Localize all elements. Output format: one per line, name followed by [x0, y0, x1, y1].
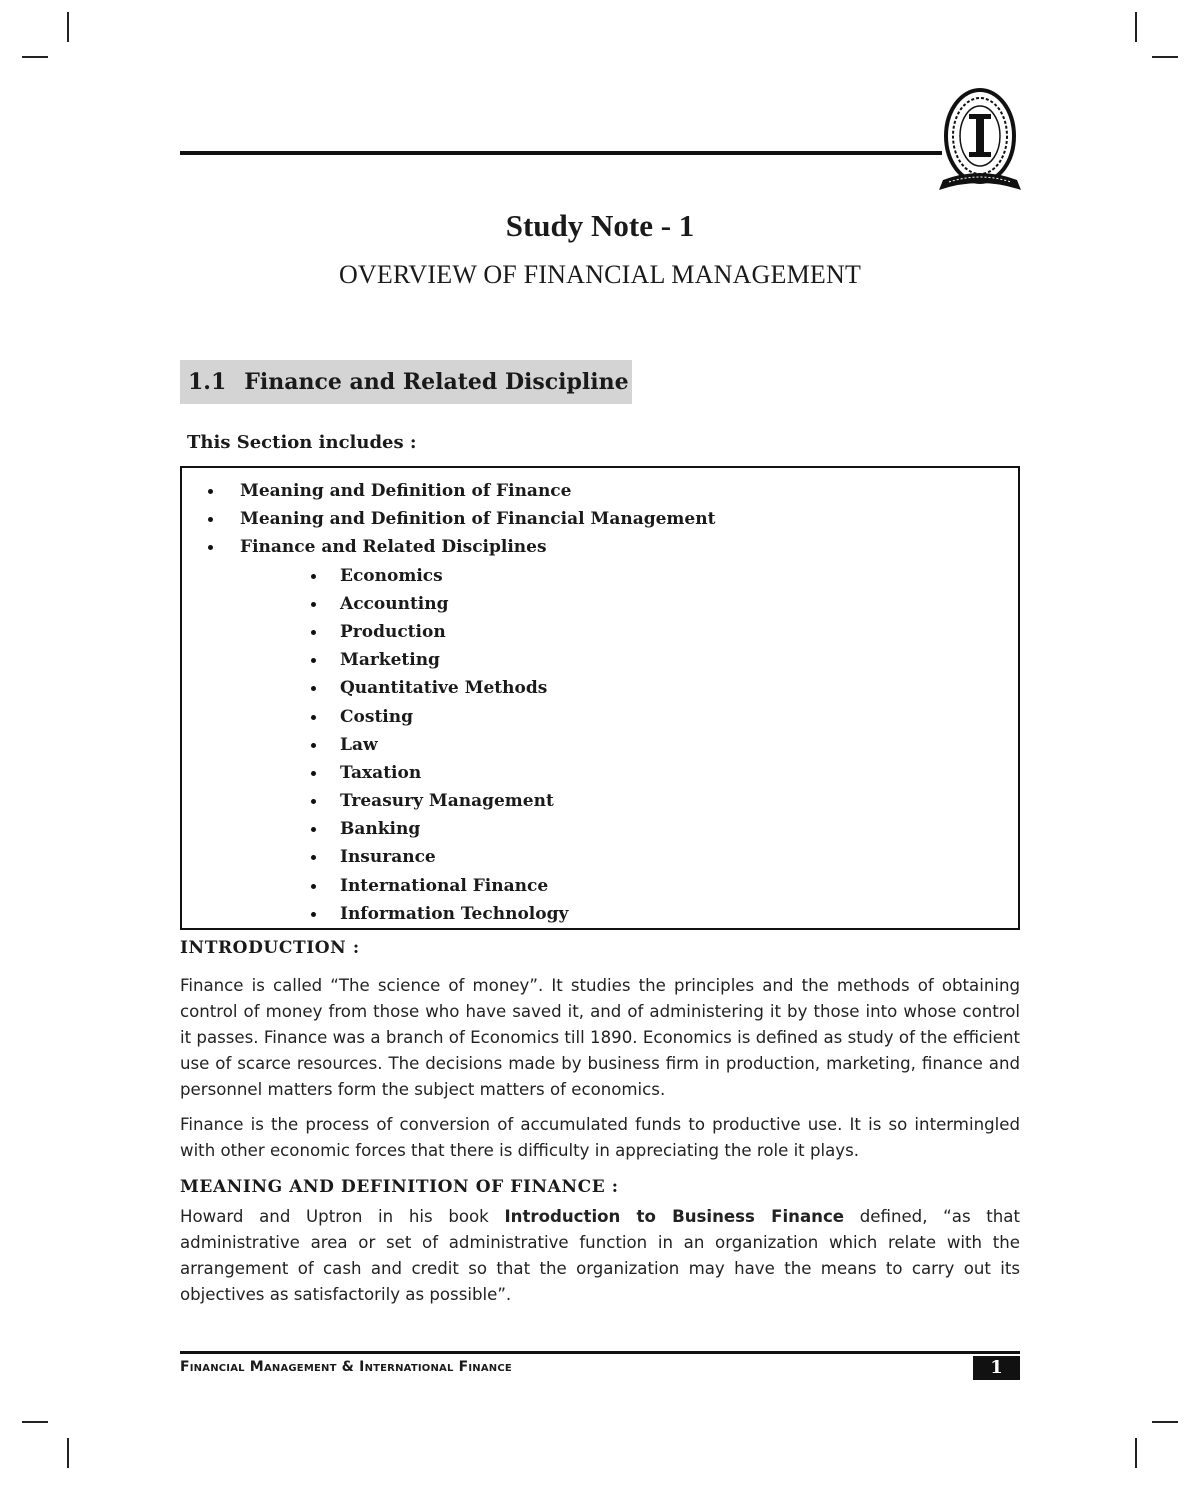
list-item: International Finance — [182, 872, 1018, 900]
bullet-icon — [208, 489, 213, 494]
list-item: Meaning and Definition of Finance — [182, 477, 1018, 505]
list-item: Quantitative Methods — [182, 674, 1018, 702]
bullet-icon — [311, 574, 316, 579]
header-rule — [180, 151, 942, 155]
list-item: Taxation — [182, 759, 1018, 787]
section-includes-label: This Section includes : — [187, 432, 417, 453]
book-title: Introduction to Business Finance — [504, 1207, 845, 1226]
crop-mark — [1135, 12, 1137, 42]
page-number: 1 — [973, 1356, 1020, 1380]
list-item: Economics — [182, 562, 1018, 590]
list-item: Costing — [182, 703, 1018, 731]
bullet-icon — [311, 912, 316, 917]
bullet-icon — [311, 658, 316, 663]
list-item: Treasury Management — [182, 787, 1018, 815]
list-item: Banking — [182, 815, 1018, 843]
crop-mark — [1152, 1421, 1178, 1423]
meaning-heading: MEANING AND DEFINITION OF FINANCE : — [180, 1177, 619, 1197]
main-topic-list — [182, 477, 1018, 562]
bullet-icon — [311, 686, 316, 691]
chapter-title: OVERVIEW OF FINANCIAL MANAGEMENT — [338, 260, 862, 289]
bullet-icon — [311, 855, 316, 860]
crop-mark — [67, 12, 69, 42]
list-item: Marketing — [182, 646, 1018, 674]
section-number: 1.1 — [188, 369, 227, 395]
crop-mark — [67, 1438, 69, 1468]
bullet-icon — [208, 545, 213, 550]
meaning-paragraph: Howard and Uptron in his book Introduction to Business Finance defined, “as that administrative area or set of administrative function in an organization which relate with the arrangement of cash and credit so that the organization may have the means to carry out its objectives as satisfactorily as possible”. — [180, 1207, 1020, 1304]
bullet-icon — [311, 799, 316, 804]
related-discipline-list — [182, 562, 1018, 928]
footer-rule — [180, 1351, 1020, 1354]
bullet-icon — [311, 771, 316, 776]
footer-title: Financial Management & International Finance — [180, 1359, 512, 1375]
list-item: Insurance — [182, 843, 1018, 871]
introduction-paragraph: Finance is the process of conversion of accumulated funds to productive use. It is so intermingled with other economic forces that there is difficulty in appreciating the role it plays. — [180, 1115, 1020, 1160]
crop-mark — [22, 56, 48, 58]
bullet-icon — [311, 715, 316, 720]
institute-logo-icon — [935, 80, 1025, 198]
study-note-title: Study Note - 1 — [505, 208, 695, 243]
section-contents-box — [180, 466, 1020, 930]
introduction-heading: INTRODUCTION : — [180, 938, 360, 958]
list-item: Information Technology — [182, 900, 1018, 928]
section-title: Finance and Related Discipline — [244, 369, 629, 395]
list-item: Production — [182, 618, 1018, 646]
bullet-icon — [311, 743, 316, 748]
bullet-icon — [311, 630, 316, 635]
crop-mark — [22, 1421, 48, 1423]
introduction-paragraph: Finance is called “The science of money”. It studies the principles and the methods of obtaining control of money from those who have saved it, and of administering it by those into whose control it passes. Finance was a branch of Economics till 1890. Economics is defined as study of the efficient use of scarce resources. The decisions made by business firm in production, marketing, finance and personnel matters form the subject matters of economics. — [180, 976, 1020, 1099]
section-banner — [180, 360, 632, 404]
bullet-icon — [208, 517, 213, 522]
list-item: Finance and Related Disciplines — [182, 533, 1018, 561]
crop-mark — [1135, 1438, 1137, 1468]
list-item: Accounting — [182, 590, 1018, 618]
list-item: Meaning and Definition of Financial Management — [182, 505, 1018, 533]
bullet-icon — [311, 827, 316, 832]
bullet-icon — [311, 884, 316, 889]
bullet-icon — [311, 602, 316, 607]
crop-mark — [1152, 56, 1178, 58]
list-item: Law — [182, 731, 1018, 759]
